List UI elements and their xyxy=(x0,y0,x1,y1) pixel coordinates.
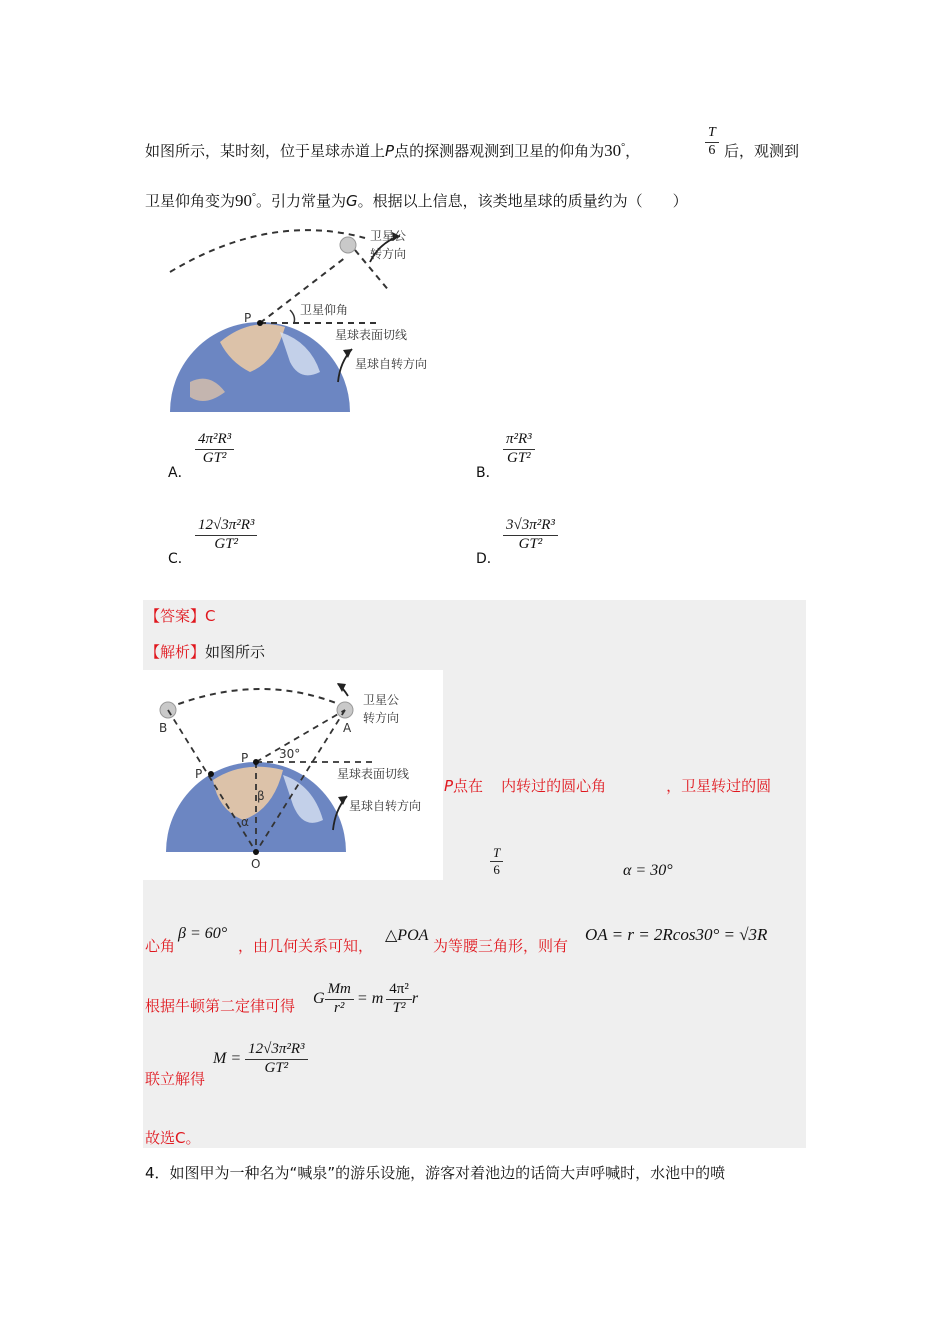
svg-text:A: A xyxy=(343,721,352,735)
svg-text:卫星公: 卫星公 xyxy=(363,693,400,707)
mass-equation: M = $\frac{\text{12√3π²R³}}{\text{GT²}}$ xyxy=(213,1042,308,1077)
orbit-arc xyxy=(170,230,365,272)
arrowhead-icon xyxy=(338,796,347,805)
next-question: 4．如图甲为一种名为“喊泉”的游乐设施，游客对着池边的话筒大声呼喊时，水池中的喷 xyxy=(145,1164,726,1182)
triangle-poa: △POA xyxy=(385,927,429,944)
angle-90: 90 xyxy=(235,191,253,210)
analysis-line-1: P点在 内转过的圆心角 ，卫星转过的圆 xyxy=(444,777,772,795)
figure-analysis xyxy=(143,670,443,880)
option-a[interactable]: A． xyxy=(168,465,192,481)
option-b[interactable]: B． xyxy=(476,465,500,481)
point-p: P xyxy=(385,142,395,160)
analysis-line-2b: ，由几何关系可知， xyxy=(238,937,374,955)
option-a-formula: $\frac{\text{4π²R³}}{\text{GT²}}$ xyxy=(195,432,234,467)
newton-equation: G $\frac{Mm}{\text{r²}}$ = m $\frac{\text{4π²}}{\text{T²}}$ r xyxy=(313,981,419,1016)
svg-text:星球自转方向: 星球自转方向 xyxy=(349,799,422,813)
svg-text:转方向: 转方向 xyxy=(370,247,407,261)
question-line-2: 卫星仰角变为90°。引力常量为G。根据以上信息，该类地星球的质量约为（ ） xyxy=(145,191,688,210)
svg-text:星球自转方向: 星球自转方向 xyxy=(355,357,428,371)
analysis-line-2: 心角 xyxy=(145,937,176,955)
option-d-formula: $\frac{\text{3√3π²R³}}{\text{GT²}}$ xyxy=(503,518,558,553)
fraction-t-over-6-analysis: $\frac{T}{6}$ xyxy=(490,846,503,876)
svg-text:β: β xyxy=(257,789,265,803)
svg-text:O: O xyxy=(251,857,261,871)
fraction-t-over-6: $\frac{T}{6}$ xyxy=(705,126,719,158)
question-line-1-end: 后，观测到 xyxy=(724,142,800,160)
option-b-formula: $\frac{\text{π²R³}}{\text{GT²}}$ xyxy=(503,432,535,467)
svg-text:星球表面切线: 星球表面切线 xyxy=(335,328,408,342)
svg-text:星球表面切线: 星球表面切线 xyxy=(337,767,410,781)
svg-text:P: P xyxy=(195,767,203,781)
svg-text:P: P xyxy=(241,751,249,765)
beta-equation: β = 60° xyxy=(178,925,228,942)
svg-text:卫星仰角: 卫星仰角 xyxy=(300,303,349,317)
svg-text:30°: 30° xyxy=(279,747,301,761)
option-d[interactable]: D． xyxy=(476,551,501,567)
svg-text:B: B xyxy=(159,721,168,735)
arrowhead-icon xyxy=(343,349,352,358)
figure-planet-satellite xyxy=(160,222,460,414)
angle-30: 30 xyxy=(604,141,622,160)
final-answer: 故选C。 xyxy=(145,1129,201,1147)
svg-text:转方向: 转方向 xyxy=(363,711,400,725)
question-line-1: 如图所示，某时刻，位于星球赤道上P点的探测器观测到卫星的仰角为30°， xyxy=(145,141,641,160)
satellite-icon xyxy=(340,237,356,253)
solve-text: 联立解得 xyxy=(145,1070,206,1088)
svg-text:α: α xyxy=(241,815,249,829)
option-c[interactable]: C． xyxy=(168,551,192,567)
oa-equation: OA = r = 2Rcos30° = √3R xyxy=(585,925,768,944)
analysis-line-2c: 为等腰三角形，则有 xyxy=(433,937,569,955)
svg-text:P: P xyxy=(244,311,252,325)
option-c-formula: $\frac{\text{12√3π²R³}}{\text{GT²}}$ xyxy=(195,518,257,553)
analysis-line: 【解析】如图所示 xyxy=(145,643,266,661)
svg-text:卫星公: 卫星公 xyxy=(370,229,407,243)
newton-text: 根据牛顿第二定律可得 xyxy=(145,997,296,1015)
answer-line: 【答案】C xyxy=(145,607,216,625)
answer-value: C xyxy=(205,607,216,625)
alpha-equation: α = 30° xyxy=(623,862,673,879)
